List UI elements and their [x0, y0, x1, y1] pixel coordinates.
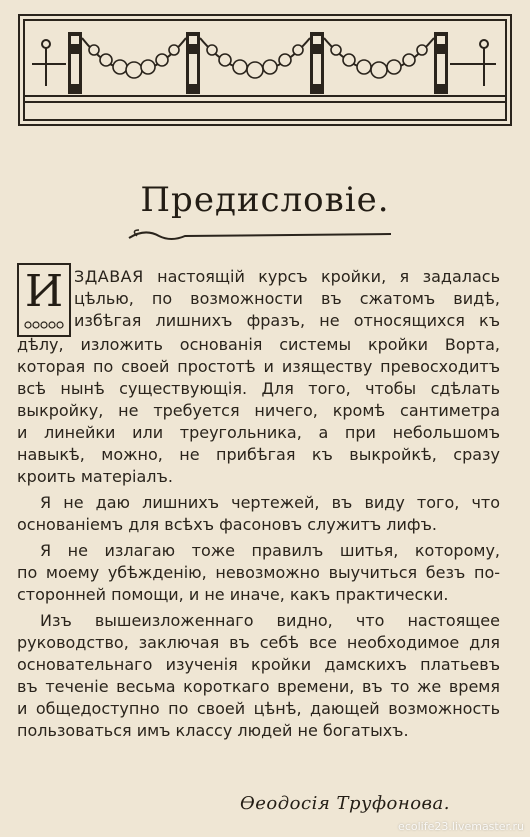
- text-line: Я не излагаю тоже правилъ шитья, которому,: [40, 541, 500, 560]
- author-signature: Ѳеодосія Труфонова.: [240, 793, 450, 814]
- text-line: кроить матеріалъ.: [17, 467, 173, 486]
- text-line: выкройку, не требуется ничего, кромѣ сантиметра: [17, 401, 500, 420]
- title-flourish: [125, 226, 395, 244]
- text-line: пользоваться имъ классу людей не богатыхъ.: [17, 721, 409, 740]
- text-line: навыкѣ, можно, не прибѣгая къ выкройкѣ, сразу: [17, 445, 500, 464]
- page-title: Предисловіе.: [140, 180, 390, 220]
- text-line: цѣлью, по возможности въ сжатомъ видѣ,: [74, 289, 500, 308]
- drop-cap-letter: И: [24, 266, 64, 317]
- text-line: избѣгая лишнихъ фразъ, не относящихся къ: [74, 311, 500, 330]
- text-line: и общедоступно по своей цѣнѣ, дающей возможность: [17, 699, 500, 718]
- first-word: ЗДАВАЯ: [74, 267, 144, 286]
- text-line: и линейки или треугольника, а при небольшомъ: [17, 423, 500, 442]
- text-line: руководство, заключая въ себѣ все необходимое для: [17, 633, 500, 652]
- text-line: всѣ нынѣ существующія. Для того, чтобы сдѣлать: [17, 379, 500, 398]
- watermark: ecolife23.livemaster.ru: [398, 820, 524, 833]
- text-line: Я не даю лишнихъ чертежей, въ виду того, что: [40, 493, 500, 512]
- text-line: въ теченіе весьма короткаго времени, въ то же время: [17, 677, 500, 696]
- text-line: [74, 266, 500, 288]
- text-line: по моему убѣжденію, невозможно выучиться безъ по-: [17, 563, 500, 582]
- drop-cap-ornament: [23, 320, 65, 330]
- drop-cap: [17, 263, 71, 337]
- text-line: основательнаго изученія кройки дамскихъ платьевъ: [17, 655, 500, 674]
- text-line: дѣлу, изложить основанія системы кройки Ворта,: [17, 335, 500, 354]
- line-rest: настоящій курсъ кройки, я задалась: [143, 267, 500, 286]
- text-line: Изъ вышеизложеннаго видно, что настоящее: [40, 611, 500, 630]
- text-line: которая по своей простотѣ и изяществу превосходитъ: [17, 357, 500, 376]
- text-line: сторонней помощи, и не иначе, какъ практически.: [17, 585, 449, 604]
- text-line: основаніемъ для всѣхъ фасоновъ служитъ лифъ.: [17, 515, 437, 534]
- header-ornament: [18, 14, 512, 126]
